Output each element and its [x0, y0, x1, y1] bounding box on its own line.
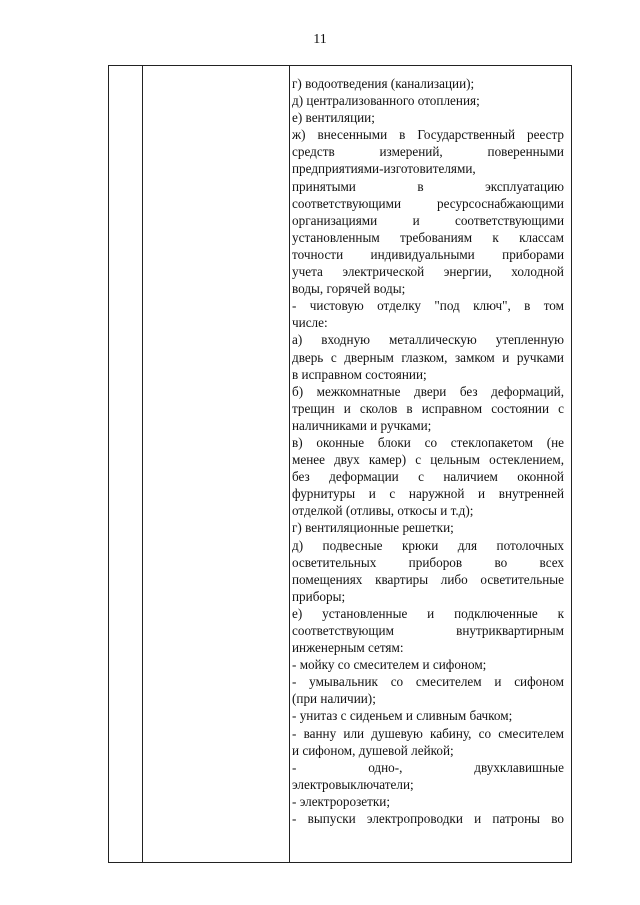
- text-line: - умывальник со смесителем и сифоном: [292, 674, 564, 690]
- text-line: е) вентиляции;: [292, 110, 375, 126]
- text-line: установленным требованиям к классам: [292, 229, 564, 245]
- table-column-divider: [142, 66, 143, 862]
- text-line: д) подвесные крюки для потолочных: [292, 537, 564, 553]
- text-line: - ванну или душевую кабину, со смесителем: [292, 725, 564, 741]
- text-line: соответствующим внутриквартирным: [292, 623, 564, 638]
- text-line: - электророзетки;: [292, 793, 391, 809]
- text-line: б) межкомнатные двери без деформаций,: [292, 383, 564, 399]
- text-line: предприятиями-изготовителями,: [292, 161, 476, 177]
- text-line: г) вентиляционные решетки;: [292, 520, 454, 536]
- text-line: г) водоотведения (канализации);: [292, 76, 475, 91]
- text-line: д) централизованного отопления;: [292, 93, 480, 109]
- text-line: принятыми в эксплуатацию: [292, 178, 564, 194]
- document-table: [108, 65, 572, 863]
- text-line: в) оконные блоки со стеклопакетом (не: [292, 434, 564, 450]
- text-line: в исправном состоянии;: [292, 366, 427, 382]
- text-line: (при наличии);: [292, 691, 376, 707]
- table-cell-text: [292, 75, 564, 827]
- text-line: трещин и сколов в исправном состоянии с: [292, 400, 564, 416]
- text-line: организациями и соответствующими: [292, 212, 564, 228]
- text-line: - мойку со смесителем и сифоном;: [292, 657, 487, 673]
- text-line: - одно-, двухклавишные: [292, 759, 564, 775]
- text-line: - чистовую отделку "под ключ", в том: [292, 298, 564, 314]
- text-line: помещениях квартиры либо осветительные: [292, 571, 564, 587]
- text-line: соответствующими ресурсоснабжающими: [292, 195, 564, 211]
- text-line: отделкой (отливы, откосы и т.д);: [292, 503, 474, 519]
- table-column-divider: [289, 66, 290, 862]
- text-line: а) входную металлическую утепленную: [292, 332, 564, 348]
- text-line: осветительных приборов во всех: [292, 554, 564, 570]
- text-line: - выпуски электропроводки и патроны во: [292, 811, 564, 827]
- text-line: инженерным сетям:: [292, 640, 404, 656]
- text-line: менее двух камер) с цельным остеклением,: [292, 452, 564, 468]
- text-line: - унитаз с сиденьем и сливным бачком;: [292, 708, 513, 724]
- text-line: точности индивидуальными приборами: [292, 246, 564, 262]
- text-line: и сифоном, душевой лейкой;: [292, 742, 454, 758]
- text-line: электровыключатели;: [292, 776, 414, 792]
- text-line: без деформации с наличием оконной: [292, 469, 564, 485]
- text-line: учета электрической энергии, холодной: [292, 264, 564, 280]
- text-line: ж) внесенными в Государственный реестр: [292, 127, 564, 143]
- page-number: 11: [313, 32, 327, 47]
- text-line: е) установленные и подключенные к: [292, 605, 564, 621]
- text-line: дверь с дверным глазком, замком и ручками: [292, 349, 564, 365]
- text-line: числе:: [292, 315, 328, 331]
- text-line: наличниками и ручками;: [292, 417, 432, 433]
- text-line: приборы;: [292, 588, 346, 604]
- text-line: фурнитуры и с наружной и внутренней: [292, 486, 564, 502]
- text-line: воды, горячей воды;: [292, 281, 406, 297]
- text-line: средств измерений, поверенными: [292, 144, 564, 160]
